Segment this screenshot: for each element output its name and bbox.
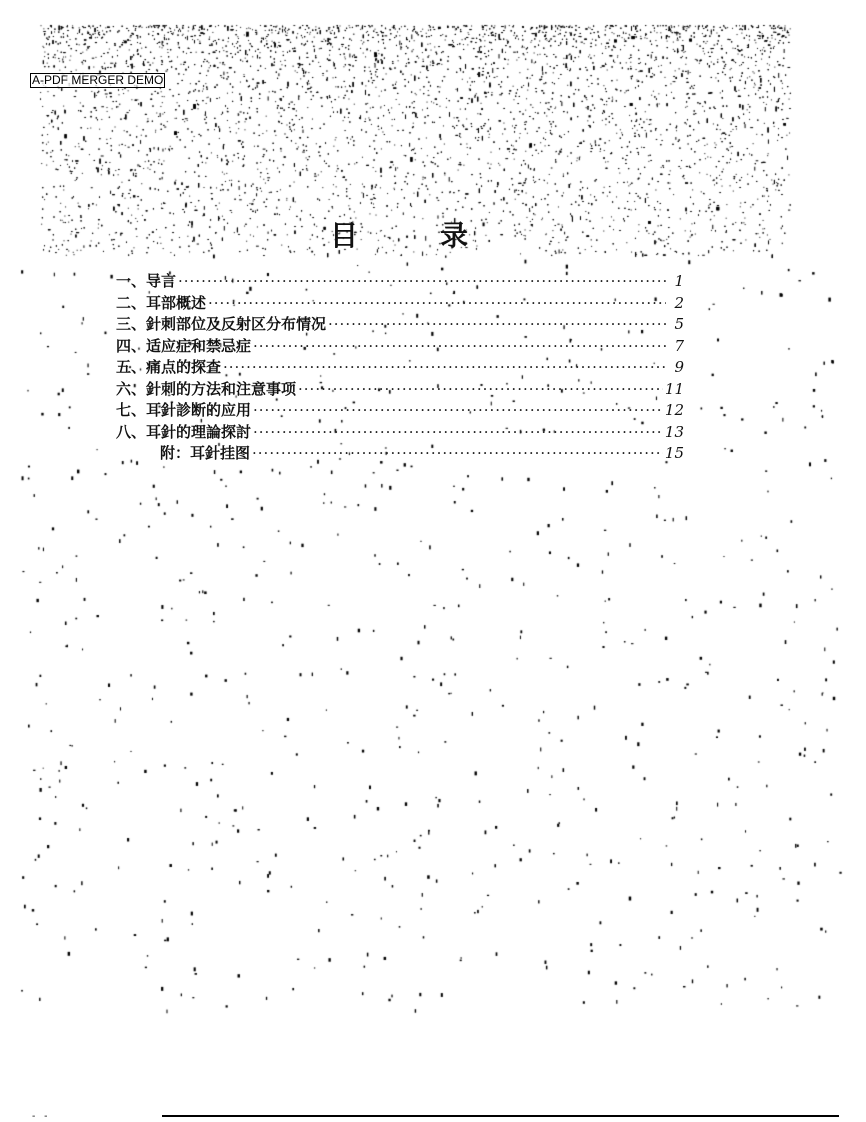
leader-dots bbox=[253, 401, 663, 419]
toc-entry[interactable] bbox=[116, 378, 684, 400]
toc-entry-page: 7 bbox=[674, 336, 684, 355]
toc-entry[interactable] bbox=[116, 421, 684, 443]
toc-entry-label: 五、痛点的探查 bbox=[116, 358, 222, 376]
footer-dash: - - bbox=[32, 1111, 51, 1122]
leader-dots bbox=[253, 337, 666, 355]
toc-entry-page: 2 bbox=[674, 293, 684, 312]
leader-dots bbox=[252, 444, 663, 462]
toc-list bbox=[116, 270, 684, 464]
toc-entry[interactable] bbox=[116, 270, 684, 292]
leader-dots bbox=[223, 358, 666, 376]
toc-title-char-1: 目 bbox=[330, 219, 361, 252]
leader-dots bbox=[208, 294, 666, 312]
leader-dots bbox=[328, 315, 666, 333]
toc-entry-label: 四、适应症和禁忌症 bbox=[116, 336, 252, 355]
watermark-label: A-PDF MERGER DEMO bbox=[32, 73, 164, 87]
leader-dots bbox=[178, 272, 666, 290]
leader-dots bbox=[253, 423, 663, 441]
toc-title-char-2: 录 bbox=[439, 219, 470, 252]
toc-entry-label: 一、导言 bbox=[116, 272, 177, 290]
toc-entry-page: 11 bbox=[664, 379, 684, 398]
toc-entry-label: 二、耳部概述 bbox=[116, 293, 207, 312]
toc-entry-label: 六、針刺的方法和注意事项 bbox=[116, 379, 297, 398]
toc-entry-page: 1 bbox=[674, 272, 684, 290]
toc-entry-appendix[interactable] bbox=[116, 442, 684, 464]
toc-title bbox=[330, 214, 470, 254]
toc-entry-page: 5 bbox=[674, 315, 684, 333]
toc-entry[interactable] bbox=[116, 292, 684, 314]
footer-rule bbox=[162, 1115, 839, 1117]
toc-entry-page: 9 bbox=[674, 358, 684, 376]
toc-entry-label: 三、針刺部位及反射区分布情况 bbox=[116, 315, 327, 333]
toc-entry[interactable] bbox=[116, 313, 684, 335]
toc-entry-page: 13 bbox=[664, 422, 684, 441]
toc-entry[interactable] bbox=[116, 335, 684, 357]
toc-entry-label: 附：耳針挂图 bbox=[160, 444, 251, 462]
toc-entry-label: 八、耳針的理論探討 bbox=[116, 422, 252, 441]
leader-dots bbox=[298, 380, 663, 398]
toc-entry[interactable] bbox=[116, 356, 684, 378]
toc-entry[interactable] bbox=[116, 399, 684, 421]
toc-entry-page: 15 bbox=[664, 444, 684, 462]
toc-entry-page: 12 bbox=[664, 401, 684, 419]
toc-entry-label: 七、耳針診断的应用 bbox=[116, 401, 252, 419]
